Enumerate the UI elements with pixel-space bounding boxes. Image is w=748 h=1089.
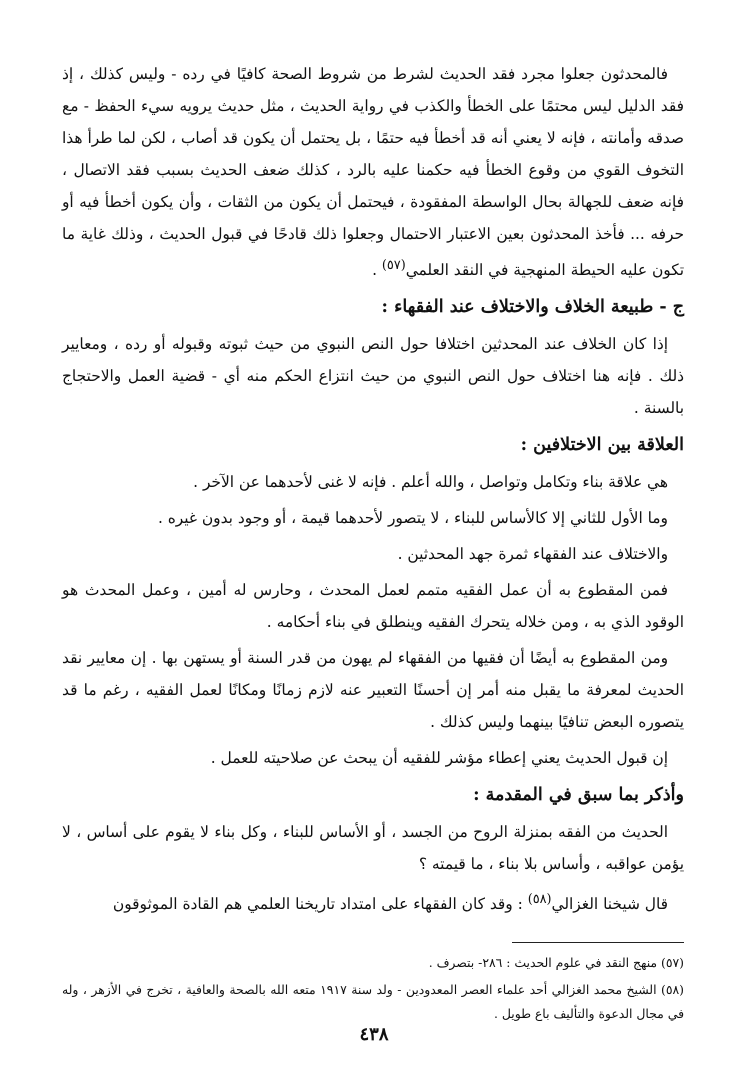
paragraph-sunnah-criteria: ومن المقطوع به أيضًا أن فقيها من الفقهاء لم يهون من قدر السنة أو يستهن بها . إن معايير نقد الحديث لمعرفة ما يقبل منه أمر إن أحسنًا التعبير عنه لازم زمانًا ومكانًا لعمل الفقيه ، رغم ما قد يتصوره البعض تنافيًا بينهما وليس كذلك . bbox=[62, 649, 684, 732]
footnote-separator bbox=[512, 942, 684, 943]
paragraph-end: : وقد كان الفقهاء على امتداد تاريخنا العلمي هم القادة الموثوقون bbox=[112, 895, 528, 914]
paragraph-relation: هي علاقة بناء وتكامل وتواصل ، والله أعلم . فإنه لا غنى لأحدهما عن الآخر . bbox=[193, 473, 668, 492]
section-heading-fuqaha: ج - طبيعة الخلاف والاختلاف عند الفقهاء : bbox=[381, 297, 684, 318]
paragraph-faqih-work: فمن المقطوع به أن عمل الفقيه متمم لعمل المحدث ، وحارس له أمين ، وعمل المحدث هو الوقود الذي به ، ومن خلاله يتحرك الفقيه وينطلق في بناء أحكامه . bbox=[62, 581, 684, 632]
paragraph-fruit: والاختلاف عند الفقهاء ثمرة جهد المحدثين . bbox=[397, 545, 668, 564]
paragraph-ghazali bbox=[62, 884, 684, 920]
paragraph-hadith-fiqh: الحديث من الفقه بمنزلة الروح من الجسد ، أو الأساس للبناء ، وكل بناء لا يقوم على أساس ، لا يؤمن عواقبه ، وأساس بلا بناء ، ما قيمته ؟ bbox=[62, 823, 684, 874]
footnote-57: (٥٧) منهج النقد في علوم الحديث : ٢٨٦- بتصرف . bbox=[428, 955, 684, 971]
paragraph-text: قال شيخنا الغزالي bbox=[551, 895, 668, 914]
paragraph-khilaf: إذا كان الخلاف عند المحدثين اختلافا حول النص النبوي من حيث ثبوته وقبوله أو رده ، ومعايير ذلك . فإنه هنا اختلاف حول النص النبوي من حيث انتزاع الحكم منه أي - قضية العمل والاحتجاج بالسنة . bbox=[62, 335, 684, 418]
footnote-ref-58[interactable]: (٥٨) bbox=[527, 892, 552, 908]
footnote-58: (٥٨) الشيخ محمد الغزالي أحد علماء العصر المعدودين - ولد سنة ١٩١٧ متعه الله بالصحة والعافية ، تخرج في الأزهر ، وله في مجال الدعوة والتأليف باع طويل . bbox=[62, 982, 684, 1022]
paragraph-acceptance: إن قبول الحديث يعني إعطاء مؤشر للفقيه أن يبحث عن صلاحيته للعمل . bbox=[210, 749, 668, 768]
section-heading-intro-recall: وأذكر بما سبق في المقدمة : bbox=[473, 785, 684, 806]
section-heading-relation: العلاقة بين الاختلافين : bbox=[520, 435, 684, 456]
footnote-ref-57[interactable]: (٥٧) bbox=[381, 258, 406, 273]
paragraph-text: فالمحدثون جعلوا مجرد فقد الحديث لشرط من شروط الصحة كافيًا في رده - وليس كذلك ، إذ فقد الدليل ليس محتمًا على الخطأ والكذب في رواية الحديث ، مثل حديث يرويه سيء الحفظ - مع صدقه وأمانته ، فإنه لا يعني أنه قد أخطأ فيه حتمًا ، بل يحتمل أن يكون قد أصاب ، لكن لما طرأ هذا التخوف القوي من وقوع الخطأ فيه حكمنا عليه بالرد ، كذلك ضعف الحديث بسبب فقد الاتصال ، فإنه ضعف للجهالة بحال الواسطة المفقودة ، فيحتمل أن يكون من الثقات ، وأن يكون أخطأ فيه أو حرفه ... فأخذ المحدثون بعين الاعتبار الاحتمال وجعلوا ذلك قادحًا في قبول الحديث ، وذلك غاية ما تكون عليه الحيطة المنهجية في النقد العلمي bbox=[62, 65, 684, 280]
page-number: ٤٣٨ bbox=[359, 1024, 389, 1045]
paragraph-foundation: وما الأول للثاني إلا كالأساس للبناء ، لا يتصور لأحدهما قيمة ، أو وجود بدون غيره . bbox=[157, 509, 668, 528]
paragraph-muhaddithun bbox=[62, 58, 684, 286]
paragraph-end: . bbox=[372, 261, 382, 280]
